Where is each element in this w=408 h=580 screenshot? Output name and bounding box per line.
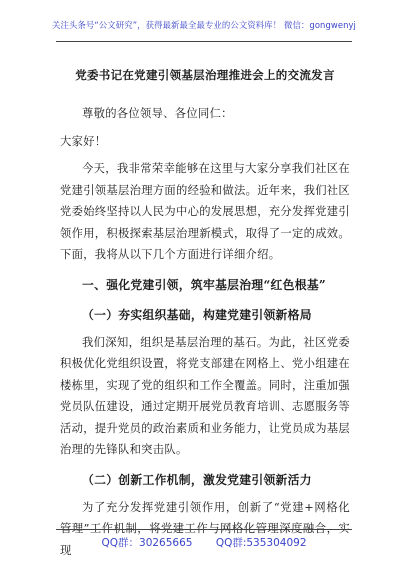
subsection-heading-1: （一）夯实组织基础，构建党建引领新格局 xyxy=(82,307,312,322)
document-body xyxy=(60,55,350,561)
header-banner[interactable]: 关注头条号“公文研究”，获得最新最全最专业的公文资料库！ 微信：gongwenyj xyxy=(52,20,356,30)
footer-qq-group-2[interactable]: QQ群:535304092 xyxy=(215,537,307,549)
salutation: 尊敬的各位领导、各位同仁： xyxy=(82,107,233,120)
subsection-body-2: 为了充分发挥党建引领作用，创新了“党建+网格化管理”工作机制，将党建工作与网格化管理深度融合，实现 xyxy=(60,500,350,557)
subsection-body-1: 我们深知，组织是基层治理的基石。为此，社区党委积极优化党组织设置，将党支部建在网格上、党小组建在楼栋里，实现了党的组织和工作全覆盖。同时，注重加强党员队伍建设，通过定期开展党员教育培训、志愿服务等活动，提升党员的政治素质和业务能力，让党员成为基层治理的先锋队和突击队。 xyxy=(60,335,350,456)
header-divider xyxy=(56,41,352,42)
greeting: 大家好！ xyxy=(60,134,107,148)
document-title: 党委书记在党建引领基层治理推进会上的交流发言 xyxy=(75,68,335,82)
footer-qq-group-1[interactable]: QQ群：30265665 xyxy=(101,537,193,549)
section-heading-1: 一、强化党建引领，筑牢基层治理“红色根基” xyxy=(82,277,327,292)
footer-divider xyxy=(56,529,352,530)
intro-paragraph: 今天，我非常荣幸能够在这里与大家分享我们社区在党建引领基层治理方面的经验和做法。近年来，我们社区党委始终坚持以人民为中心的发展思想，充分发挥党建引领作用，积极探索基层治理新模式，取得了一定的成效。下面，我将从以下几个方面进行详细介绍。 xyxy=(60,162,350,261)
subsection-heading-2: （二）创新工作机制，激发党建引领新活力 xyxy=(82,472,312,487)
footer xyxy=(0,535,408,550)
